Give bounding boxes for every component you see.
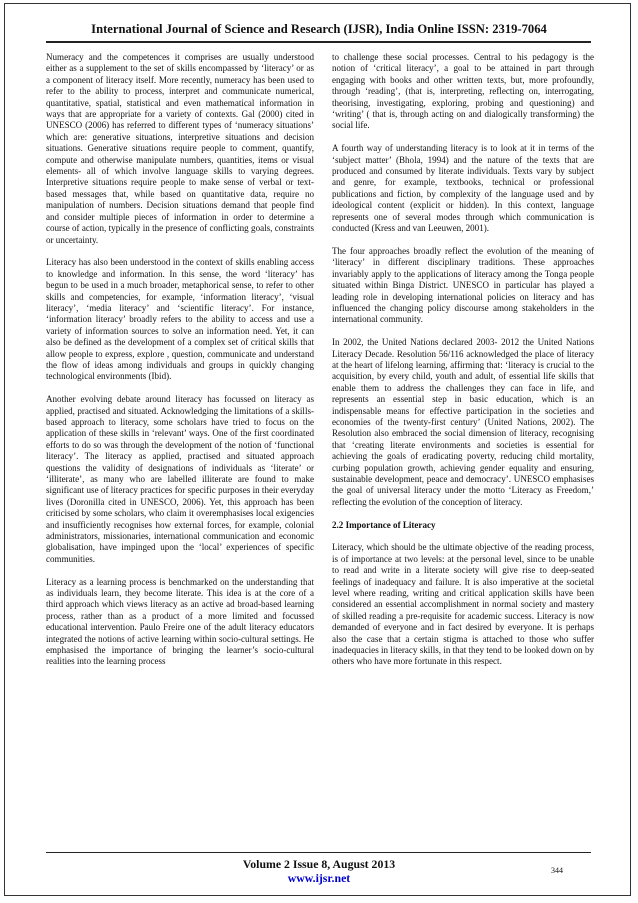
paragraph-critical-literacy: to challenge these social processes. Central to his pedagogy is the notion of ‘critical literacy’, a goal to be attained in part through engaging with books and other written texts, but, more profoundly, through ‘reading’, (that is, interpreting, reflecting on, interrogating, theorising, investigating, exploring, probing and questioning) and ‘writing’ ( that is, through acting on and dialogically transforming) the social life.	[332, 52, 594, 131]
paragraph-literacy-decade: In 2002, the United Nations declared 2003- 2012 the United Nations Literacy Decade. Resolution 56/116 acknowledged the place of literacy at the heart of lifelong learning, affirming that: ‘literacy is crucial to the acquisition, by every child, youth and adult, of essential life skills that enable them to address the challenges they can face in life, and represents an essential step in basic education, which is an indispensable means for effective participation in the societies and economies of the twenty-first century’ (United Nations, 2002). The Resolution also embraced the social dimension of literacy, recognising that ‘creating literate environments and societies is essential for achieving the goals of eradicating poverty, reducing child mortality, curbing population growth, achieving gender equality and ensuring, sustainable development, peace and democracy’. UNESCO emphasises the goal of universal literacy under the motto ‘Literacy as Freedom,’ reflecting the evolution of the conception of literacy.	[332, 337, 594, 507]
footer-volume-info: Volume 2 Issue 8, August 2013	[242, 857, 396, 871]
paragraph-subject-matter: A fourth way of understanding literacy is to look at it in terms of the ‘subject matter’ (Bhola, 1994) and the nature of the texts that are produced and consumed by literate individuals. Texts vary by subject and genre, for example, textbooks, technical or professional publications and fiction, by complexity of the language used and by ideological content (explicit or hidden). In this context, language represents one of several modes through which communication is conducted (Kress and van Leeuwen, 2001).	[332, 143, 594, 234]
left-text-column	[46, 52, 314, 679]
paragraph-information-literacy: Literacy has also been understood in the context of skills enabling access to knowledge and information. In this sense, the word ‘literacy’ has begun to be used in a much broader, metaphorical sense, to refer to other skills and competencies, for example, ‘information literacy’, ‘visual literacy’, ‘media literacy’ and ‘scientific literacy’. For instance, ‘information literacy’ broadly refers to the ability to access and use a variety of information sources to solve an information need. Yet, it can also be defined as the development of a complex set of critical skills that allow people to express, explore , question, communicate and understand the flow of ideas among individuals and groups in quickly changing technological environments (Ibid).	[46, 257, 314, 382]
paragraph-learning-process: Literacy as a learning process is benchmarked on the understanding that as individuals learn, they become literate. This idea is at the core of a third approach which views literacy as an active ad broad-based learning process, rather than as a product of a more limited and focussed educational intervention. Paulo Freire one of the adult literacy educators integrated the notions of active learning within socio-cultural settings. He emphasised the importance of bringing the learner’s socio-cultural realities into the learning process	[46, 576, 314, 667]
page-number: 344	[551, 866, 563, 875]
paragraph-four-approaches: The four approaches broadly reflect the evolution of the meaning of ‘literacy’ in different disciplinary traditions. These approaches invariably apply to the applications of literacy among the Tonga people situated within Binga District. UNESCO in particular has played a leading role in developing international policies on literacy and has influenced the changing policy discourse among stakeholders in the international community.	[332, 245, 594, 325]
paragraph-importance-of-literacy: Literacy, which should be the ultimate objective of the reading process, is of importance at two levels: at the personal level, since to be unable to read and write in a literate society will give rise to deep-seated feelings of inadequacy and failure. It is also imperative at the societal level where reading, writing and critical application skills have been considered an essential accomplishment in normal society and mastery of skilled reading a pre-requisite for academic success. Literacy is now demanded of everyone and in fact desired by everyone. It is perhaps also the case that a certain stigma is attached to those who suffer inadequacies in literacy skills, in that they tend to be looked down on by others who have more fortunate in this respect.	[332, 542, 594, 667]
paragraph-numeracy: Numeracy and the competences it comprises are usually understood either as a supplement to the set of skills encompassed by ‘literacy’ or as a component of literacy itself. More recently, numeracy has been used to refer to the ability to process, interpret and communicate numerical, quantitative, spatial, statistical and even mathematical information in ways that are appropriate for a variety of contexts. Gal (2000) cited in UNESCO (2006) has referred to different types of ‘numeracy situations’ which are: generative situations, interpretive situations and decision situations. Generative situations require people to comment, quantify, compute and otherwise manipulate numbers, quantities, items or visual elements- all of which involve language skills to varying degrees. Interpretive situations require people to make sense of verbal or text-based messages that, while based on quantitative data, require no manipulation of numbers. Decision situations demand that people find and consider multiple pieces of information in order to determine a course of action, typically in the presence of conflicting goals, constraints or uncertainty.	[46, 52, 314, 245]
right-text-column	[332, 52, 594, 679]
footer-website-link[interactable]: www.ijsr.net	[287, 871, 351, 885]
footer-divider	[46, 852, 591, 853]
section-heading: 2.2 Importance of Literacy	[332, 519, 436, 530]
header-divider	[46, 41, 591, 43]
journal-header-title: International Journal of Science and Research (IJSR), India Online ISSN: 2319-7064	[91, 22, 547, 36]
paragraph-functional-literacy: Another evolving debate around literacy has focussed on literacy as applied, practised and situated. Acknowledging the limitations of a skills- based approach to literacy, some scholars have tried to focus on the application of these skills in ‘relevant’ ways. One of the first coordinated efforts to do so was through the development of the notion of ‘functional literacy’. The literacy as applied, practised and situated approach questions the validity of designations of individuals as ‘literate’ or ‘illiterate’, as many who are labelled illiterate are found to make significant use of literacy practices for specific purposes in their everyday lives (Doronilla cited in UNESCO, 2006). Yet, this approach has been criticised by some scholars, who claim it overemphasises local exigencies and insufficiently recognises how external forces, for example, colonial administrators, missionaries, international communication and economic globalisation, have impinged upon the ‘local’ experiences of specific communities.	[46, 394, 314, 564]
